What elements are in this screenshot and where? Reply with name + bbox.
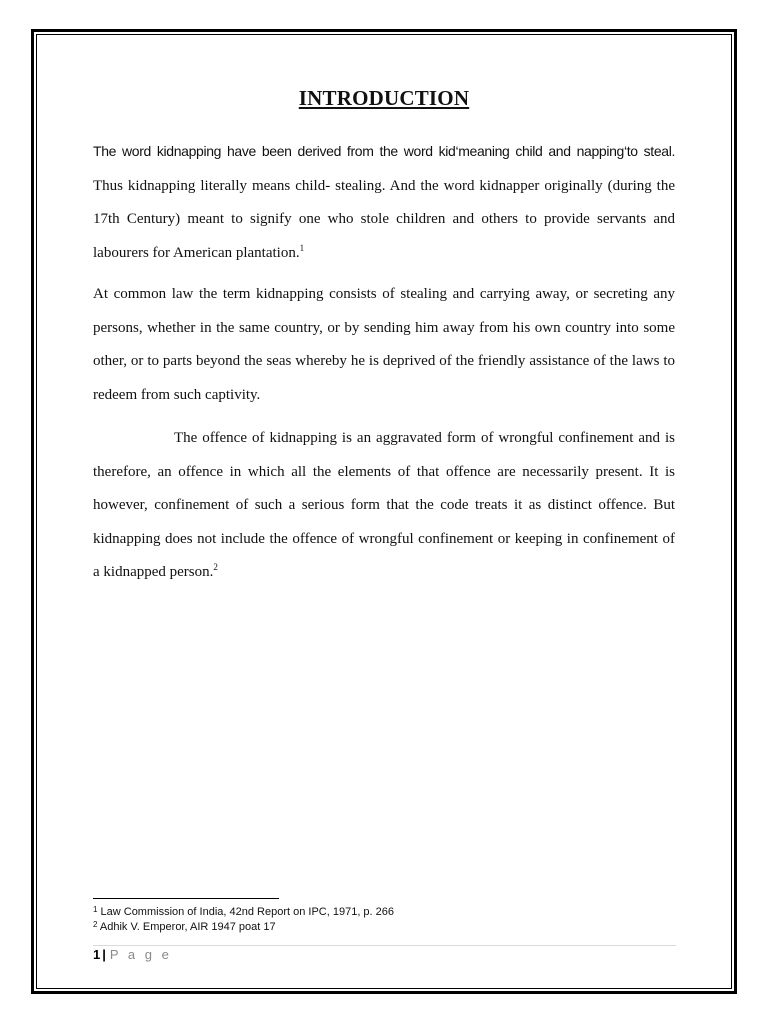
paragraph-3 [93, 422, 675, 590]
footer-rule [93, 945, 676, 946]
page-label: P a g e [109, 947, 172, 962]
footer-separator: | [102, 947, 106, 962]
paragraph-3-text: The offence of kidnapping is an aggravated form of wrongful confinement and is therefore, an offence in which all the elements of that offence are necessarily present. It is however, confinement of such a serious form that the code treats it as distinct offence. But kidnapping does not include the offence of wrongful confinement or keeping in confinement of a kidnapped person. [93, 430, 675, 580]
paragraph-1-lead: The word kidnapping have been derived from the word kid‘meaning child and napping‘to steal. [93, 143, 675, 159]
page-title: INTRODUCTION [298, 86, 470, 110]
page-footer [93, 947, 172, 962]
footnote-1-text: Law Commission of India, 42nd Report on IPC, 1971, p. 266 [97, 906, 395, 918]
page-number: 1 [93, 947, 101, 962]
paragraph-2: At common law the term kidnapping consists of stealing and carrying away, or secreting any persons, whether in the same country, or by sending him away from his own country into some other, or to parts beyond the seas whereby he is deprived of the friendly assistance of the laws to redeem from such captivity. [93, 286, 675, 403]
footnote-1-mark: 1 [93, 905, 98, 914]
paragraph-1 [93, 135, 675, 270]
footnote-ref-1[interactable]: 1 [299, 242, 305, 253]
footnote-ref-2[interactable]: 2 [213, 562, 218, 572]
footnote-2-mark: 2 [93, 920, 98, 929]
footnote-2-text: Adhik V. Emperor, AIR 1947 poat 17 [97, 921, 276, 933]
footnote-1 [93, 906, 394, 918]
footnote-2 [93, 921, 276, 933]
paragraph-1-text: Thus kidnapping literally means child- stealing. And the word kidnapper originally (during the 17th Century) meant to signify one who stole children and others to provide servants and labourers for American plantation. [93, 177, 675, 261]
footnote-separator [93, 898, 279, 899]
